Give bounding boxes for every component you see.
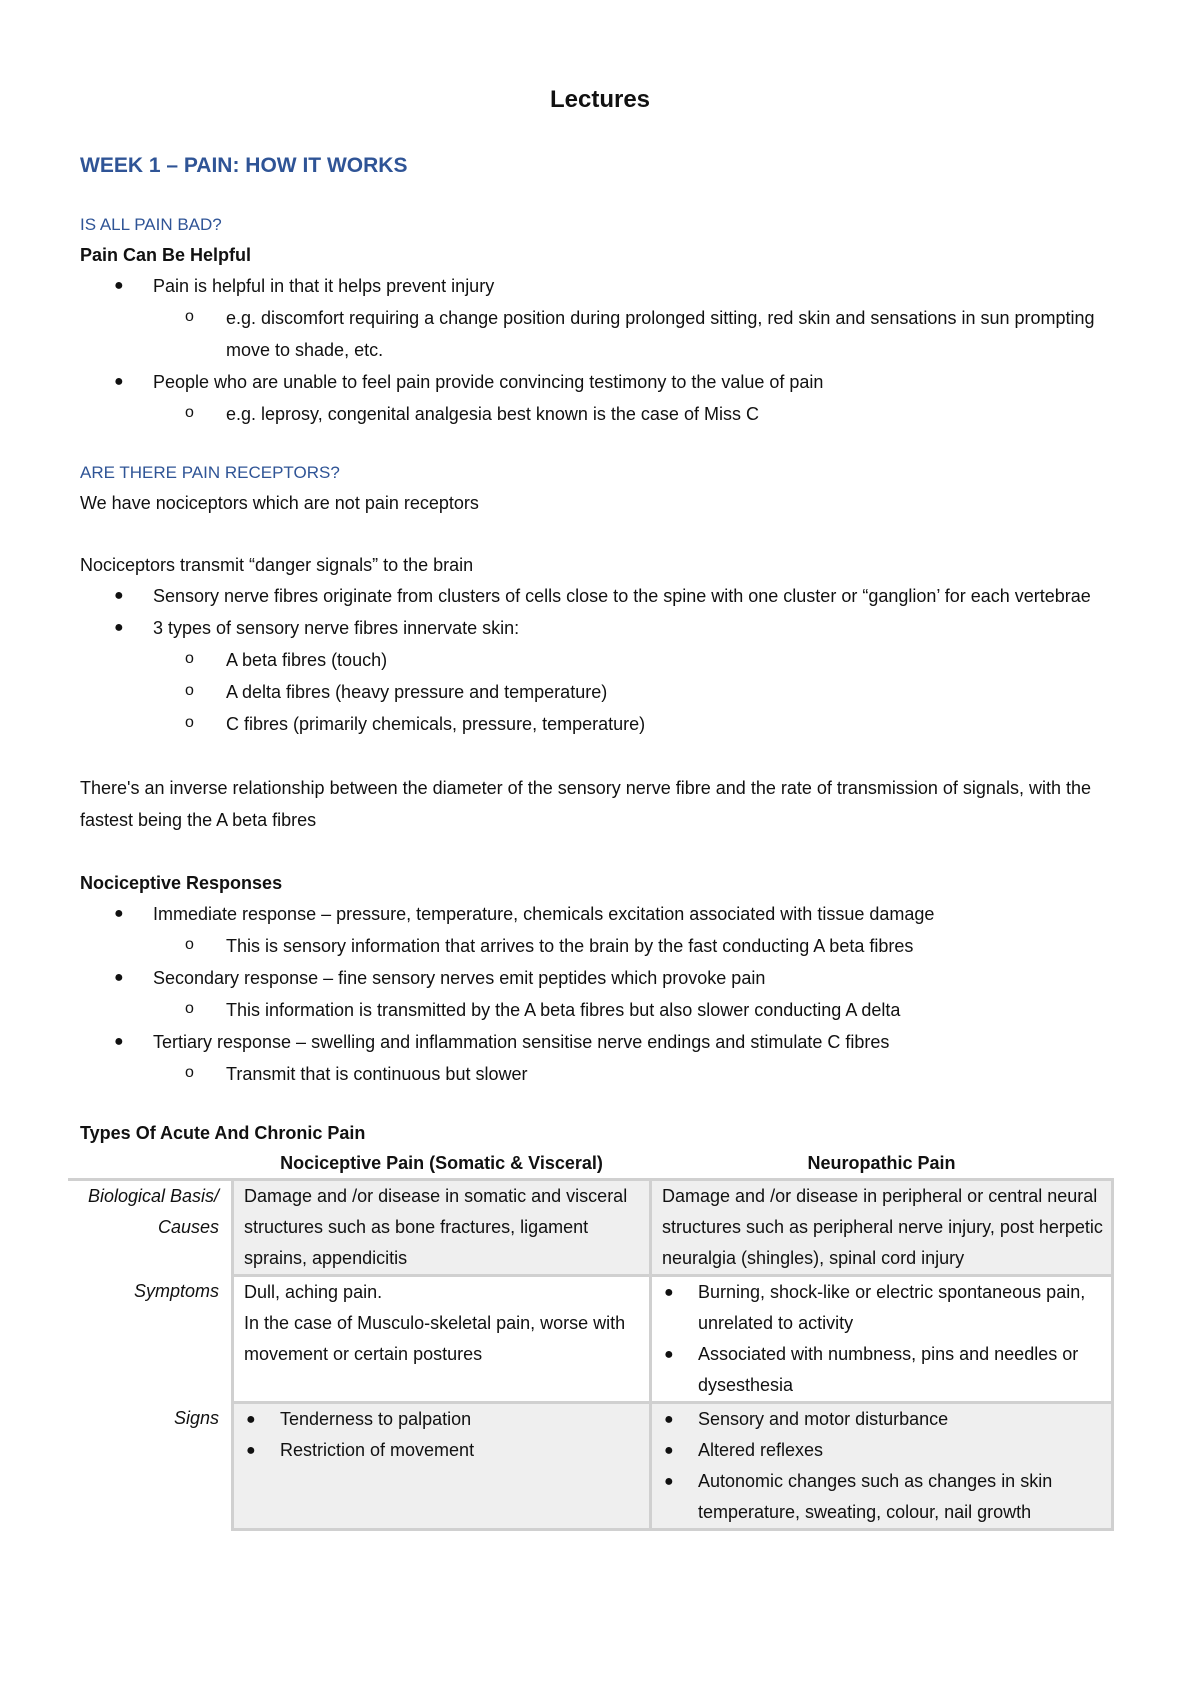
cell-list-item — [662, 1435, 1103, 1466]
document-page — [80, 78, 1120, 1531]
table-title: Types Of Acute And Chronic Pain — [80, 1123, 366, 1143]
sub-list — [153, 302, 1120, 366]
list-item — [80, 898, 1120, 962]
bullet-icon: ● — [664, 1284, 674, 1301]
table-cell: Damage and /or disease in somatic and visceral structures such as bone fractures, ligament sprains, appendicitis — [233, 1180, 651, 1276]
bullet-icon: ● — [664, 1411, 674, 1428]
cell-list-item — [662, 1339, 1103, 1401]
circle-bullet-icon: o — [185, 650, 194, 667]
pain-types-table — [68, 1148, 1114, 1531]
list-item-text: Pain is helpful in that it helps prevent injury — [153, 276, 495, 296]
sub-list-item-text: A delta fibres (heavy pressure and temperature) — [226, 682, 608, 702]
week-heading: WEEK 1 – PAIN: HOW IT WORKS — [80, 154, 408, 177]
bullet-icon: ● — [114, 969, 124, 986]
list-item — [80, 962, 1120, 1026]
table-cell — [233, 1403, 651, 1530]
row-label-causes: Biological Basis/ Causes — [68, 1180, 233, 1276]
bullet-list — [80, 580, 1120, 740]
bullet-icon: ● — [664, 1473, 674, 1490]
circle-bullet-icon: o — [185, 714, 194, 731]
section-heading-pain-bad: IS ALL PAIN BAD? — [80, 215, 222, 234]
cell-list-item-text: Tenderness to palpation — [280, 1409, 472, 1429]
list-item — [80, 1026, 1120, 1090]
list-item — [80, 366, 1120, 430]
bullet-icon: ● — [114, 277, 124, 294]
circle-bullet-icon: o — [185, 682, 194, 699]
document-title: Lectures — [549, 86, 651, 113]
table-header-neuropathic: Neuropathic Pain — [807, 1153, 956, 1173]
cell-line: In the case of Musculo-skeletal pain, worse with movement or certain postures — [244, 1313, 626, 1364]
paragraph: Nociceptors transmit “danger signals” to the brain — [80, 555, 474, 575]
cell-list-item-text: Associated with numbness, pins and needles or dysesthesia — [698, 1344, 1079, 1395]
bullet-icon: ● — [114, 905, 124, 922]
list-item — [80, 270, 1120, 366]
bullet-icon: ● — [114, 587, 124, 604]
list-item-text: 3 types of sensory nerve fibres innervate skin: — [153, 618, 520, 638]
bullet-icon: ● — [664, 1346, 674, 1363]
circle-bullet-icon: o — [185, 404, 194, 421]
list-item-text: Tertiary response – swelling and inflammation sensitise nerve endings and stimulate C fibres — [153, 1032, 890, 1052]
sub-list-item-text: This information is transmitted by the A beta fibres but also slower conducting A delta — [226, 1000, 901, 1020]
cell-list-item — [244, 1404, 641, 1435]
bullet-list — [80, 270, 1120, 430]
sub-list-item — [153, 930, 1120, 962]
paragraph: We have nociceptors which are not pain receptors — [80, 493, 479, 513]
bullet-icon: ● — [246, 1442, 256, 1459]
row-label-symptoms: Symptoms — [133, 1280, 219, 1301]
circle-bullet-icon: o — [185, 936, 194, 953]
sub-list — [153, 1058, 1120, 1090]
table-header-nociceptive: Nociceptive Pain (Somatic & Visceral) — [280, 1153, 603, 1173]
sub-list — [153, 398, 1120, 430]
cell-bullet-list — [662, 1277, 1103, 1401]
bullet-icon: ● — [664, 1442, 674, 1459]
sub-list-item-text: A beta fibres (touch) — [226, 650, 388, 670]
table-row — [68, 1403, 1113, 1530]
sub-list-item — [153, 1058, 1120, 1090]
table-cell: Damage and /or disease in peripheral or central neural structures such as peripheral nerve injury, post herpetic neuralgia (shingles), spinal cord injury — [651, 1180, 1113, 1276]
list-item-text: Sensory nerve fibres originate from clusters of cells close to the spine with one cluster or “ganglion’ for each vertebrae — [153, 586, 1091, 606]
cell-list-item-text: Autonomic changes such as changes in skin temperature, sweating, colour, nail growth — [698, 1471, 1053, 1522]
sub-list — [153, 994, 1120, 1026]
sub-list — [153, 644, 1120, 740]
circle-bullet-icon: o — [185, 308, 194, 325]
bullet-list — [80, 898, 1120, 1090]
sub-list-item — [153, 994, 1120, 1026]
cell-list-item — [662, 1277, 1103, 1339]
subheading-pain-helpful: Pain Can Be Helpful — [80, 245, 252, 265]
sub-list-item-text: C fibres (primarily chemicals, pressure, temperature) — [226, 714, 646, 734]
list-item-text: Secondary response – fine sensory nerves emit peptides which provoke pain — [153, 968, 766, 988]
table-row — [68, 1276, 1113, 1403]
circle-bullet-icon: o — [185, 1064, 194, 1081]
list-item-text: Immediate response – pressure, temperature, chemicals excitation associated with tissue damage — [153, 904, 935, 924]
table-header-empty — [68, 1148, 233, 1180]
list-item — [80, 612, 1120, 740]
cell-bullet-list — [244, 1404, 641, 1466]
sub-list-item-text: e.g. discomfort requiring a change position during prolonged sitting, red skin and sensations in sun prompting move to shade, etc. — [226, 308, 1095, 360]
cell-list-item-text: Burning, shock-like or electric spontaneous pain, unrelated to activity — [698, 1282, 1086, 1333]
sub-list-item — [153, 398, 1120, 430]
bullet-icon: ● — [114, 619, 124, 636]
table-cell — [651, 1403, 1113, 1530]
bullet-icon: ● — [114, 373, 124, 390]
bullet-icon: ● — [246, 1411, 256, 1428]
sub-list-item — [153, 644, 1120, 676]
sub-list-item-text: Transmit that is continuous but slower — [226, 1064, 528, 1084]
table-header-row — [68, 1148, 1113, 1180]
sub-list-item-text: e.g. leprosy, congenital analgesia best known is the case of Miss C — [226, 404, 759, 424]
sub-list-item — [153, 676, 1120, 708]
cell-list-item-text: Restriction of movement — [280, 1440, 475, 1460]
cell-list-item-text: Sensory and motor disturbance — [698, 1409, 949, 1429]
row-label-signs: Signs — [173, 1407, 219, 1428]
table-row — [68, 1180, 1113, 1276]
section-heading-pain-receptors: ARE THERE PAIN RECEPTORS? — [80, 463, 340, 482]
circle-bullet-icon: o — [185, 1000, 194, 1017]
bullet-icon: ● — [114, 1033, 124, 1050]
list-item — [80, 580, 1120, 612]
table-cell — [651, 1276, 1113, 1403]
table-cell — [233, 1276, 651, 1403]
sub-list — [153, 930, 1120, 962]
paragraph: There's an inverse relationship between the diameter of the sensory nerve fibre and the rate of transmission of signals, with the fastest being the A beta fibres — [80, 778, 1091, 830]
subheading-nociceptive-responses: Nociceptive Responses — [80, 873, 283, 893]
sub-list-item-text: This is sensory information that arrives to the brain by the fast conducting A beta fibres — [226, 936, 914, 956]
cell-line: Dull, aching pain. — [244, 1282, 383, 1302]
cell-list-item — [244, 1435, 641, 1466]
cell-list-item — [662, 1404, 1103, 1435]
list-item-text: People who are unable to feel pain provide convincing testimony to the value of pain — [153, 372, 824, 392]
cell-list-item-text: Altered reflexes — [698, 1440, 824, 1460]
sub-list-item — [153, 708, 1120, 740]
cell-bullet-list — [662, 1404, 1103, 1528]
cell-list-item — [662, 1466, 1103, 1528]
sub-list-item — [153, 302, 1120, 366]
